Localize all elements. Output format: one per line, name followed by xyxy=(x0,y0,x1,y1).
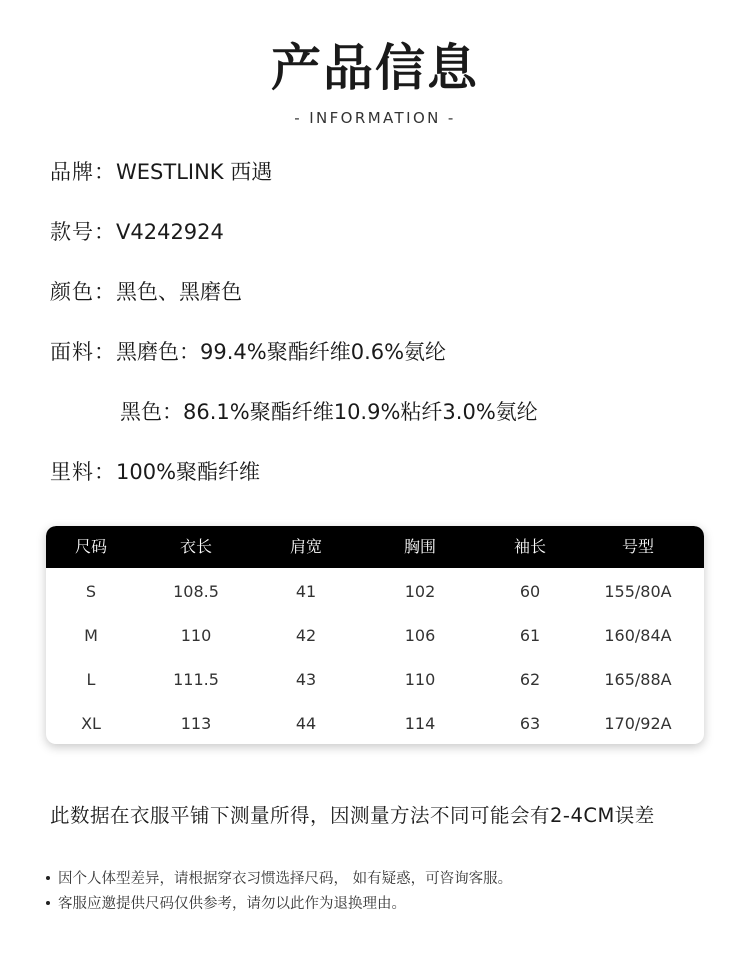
table-cell: 62 xyxy=(519,670,541,689)
fabric-value-2: 黑色：86.1%聚酯纤维10.9%粘纤3.0%氨纶 xyxy=(120,400,538,424)
table-cell: 110 xyxy=(404,670,436,689)
table-cell: 43 xyxy=(295,670,317,689)
header-cell-fit: 号型 xyxy=(621,537,654,556)
table-row xyxy=(46,614,704,658)
table-row xyxy=(46,702,704,744)
table-cell: M xyxy=(84,626,98,645)
note-bullet-text: 客服应邀提供尺码仅供参考，请勿以此作为退换理由。 xyxy=(58,896,406,912)
header-cell-shoulder: 肩宽 xyxy=(289,537,322,556)
size-table-header xyxy=(46,526,704,568)
size-table xyxy=(46,526,704,744)
color-line xyxy=(50,278,242,306)
table-cell: 42 xyxy=(295,626,317,645)
bullet-dot-icon xyxy=(46,901,50,905)
table-cell: L xyxy=(86,670,96,689)
brand-line xyxy=(50,158,272,186)
table-cell: 170/92A xyxy=(604,714,672,733)
header-cell-chest: 胸围 xyxy=(403,537,436,556)
table-cell: 110 xyxy=(180,626,212,645)
lining-line xyxy=(50,458,260,486)
note-bullet-item xyxy=(46,869,512,889)
brand-value: WESTLINK 西遇 xyxy=(116,160,273,184)
model-value: V4242924 xyxy=(116,220,224,244)
header-cell-size: 尺码 xyxy=(74,537,107,556)
table-cell: 41 xyxy=(295,582,317,601)
page-subtitle: - INFORMATION - xyxy=(294,109,456,127)
lining-value: 100%聚酯纤维 xyxy=(116,460,261,484)
fabric-line-2 xyxy=(120,398,538,426)
table-row xyxy=(46,570,704,614)
color-value: 黑色、黑磨色 xyxy=(116,280,242,304)
fabric-label: 面料： xyxy=(50,340,116,364)
table-cell: 114 xyxy=(404,714,436,733)
table-cell: 44 xyxy=(295,714,317,733)
model-label: 款号： xyxy=(50,220,116,244)
table-cell: 111.5 xyxy=(173,670,219,689)
table-cell: 60 xyxy=(519,582,541,601)
table-cell: 63 xyxy=(519,714,541,733)
color-label: 颜色： xyxy=(50,280,116,304)
lining-label: 里料： xyxy=(50,460,116,484)
table-cell: 155/80A xyxy=(604,582,672,601)
brand-label: 品牌： xyxy=(50,160,116,184)
model-line xyxy=(50,218,224,246)
measurement-note: 此数据在衣服平铺下测量所得，因测量方法不同可能会有2-4CM误差 xyxy=(50,804,655,827)
note-bullet-item xyxy=(46,894,406,914)
fabric-value: 黑磨色：99.4%聚酯纤维0.6%氨纶 xyxy=(116,340,447,364)
table-cell: 102 xyxy=(404,582,436,601)
table-cell: S xyxy=(85,582,97,601)
table-cell: 106 xyxy=(404,626,436,645)
header-cell-length: 衣长 xyxy=(179,537,212,556)
table-row xyxy=(46,658,704,702)
table-cell: 61 xyxy=(519,626,541,645)
table-cell: 108.5 xyxy=(173,582,219,601)
note-bullet-text: 因个人体型差异，请根据穿衣习惯选择尺码， 如有疑惑，可咨询客服。 xyxy=(58,871,513,887)
page-title: 产品信息 xyxy=(271,39,479,97)
table-cell: 165/88A xyxy=(604,670,672,689)
fabric-line xyxy=(50,338,446,366)
header-cell-sleeve: 袖长 xyxy=(513,537,546,556)
table-cell: XL xyxy=(81,714,101,733)
bullet-dot-icon xyxy=(46,876,50,880)
table-cell: 160/84A xyxy=(604,626,672,645)
table-cell: 113 xyxy=(180,714,212,733)
